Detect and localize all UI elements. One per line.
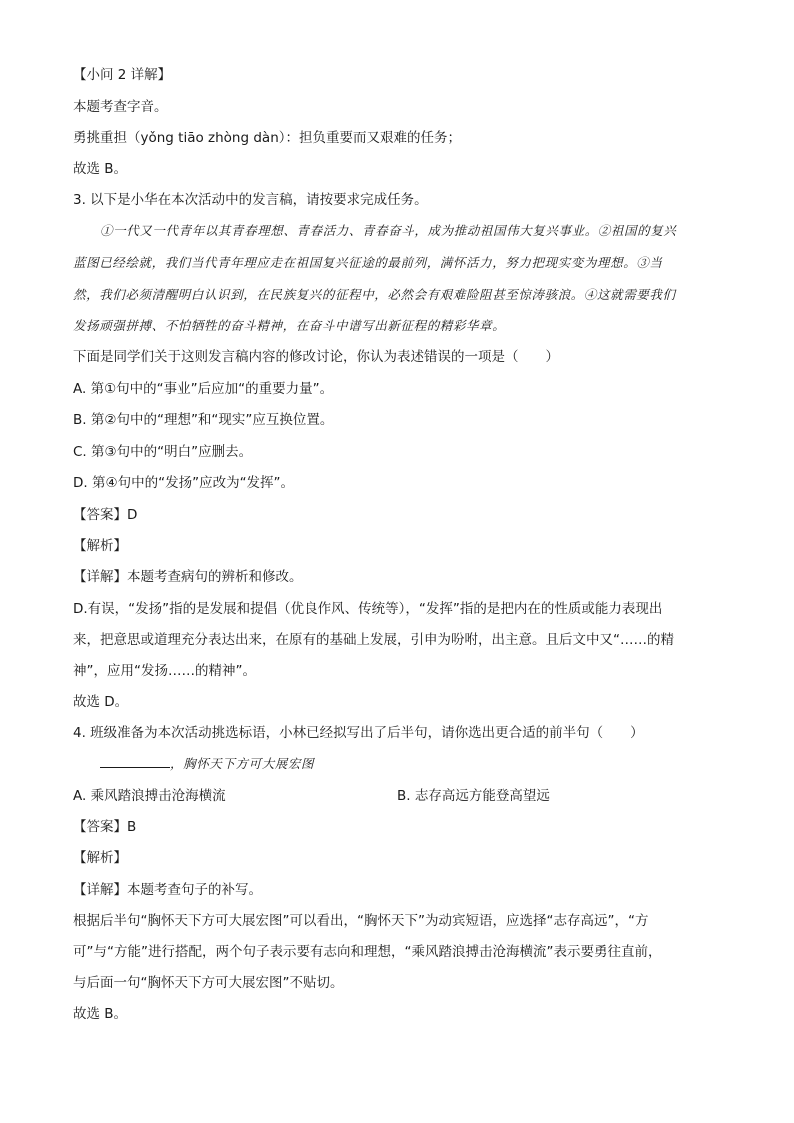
analysis-text: 本题考查字音。 [73, 99, 168, 115]
option-b: B. 志存高远方能登高望远 [397, 788, 550, 804]
analysis-text: 勇挑重担（yǒng tiāo zhòng dàn）：担负重要而又艰难的任务； [73, 130, 461, 146]
answer-choice: 故选 D。 [73, 694, 129, 710]
explanation-label: 【解析】 [73, 538, 127, 554]
answer-choice: 故选 B。 [73, 1006, 128, 1022]
speech-passage-line: 然，我们必须清醒明白认识到，在民族复兴的征程中，必然会有艰难险阻甚至惊涛骇浪。④这就需要我们 [73, 287, 676, 302]
detail-heading: 【详解】本题考查句子的补写。 [73, 882, 262, 898]
slogan-second-half: ，胸怀天下方可大展宏图 [170, 756, 315, 771]
explanation-label: 【解析】 [73, 850, 127, 866]
answer-blank [100, 755, 170, 768]
speech-passage-line: 蓝图已经绘就，我们当代青年理应走在祖国复兴征途的最前列，满怀活力，努力把现实变为理想。③当 [73, 255, 663, 270]
answer-choice: 故选 B。 [73, 161, 128, 177]
subquestion-2-heading: 【小问 2 详解】 [73, 67, 172, 83]
option-d: D. 第④句中的“发扬”应改为“发挥”。 [73, 475, 295, 491]
answer-label: 【答案】D [73, 507, 138, 523]
option-c: C. 第③句中的“明白”应删去。 [73, 444, 253, 460]
explanation-text: D.有误，“发扬”指的是发展和提倡（优良作风、传统等），“发挥”指的是把内在的性质或能力表现出 [73, 601, 663, 617]
question-3-prompt: 下面是同学们关于这则发言稿内容的修改讨论，你认为表述错误的一项是（ ） [73, 349, 559, 365]
slogan-fill-line [100, 755, 314, 773]
explanation-text: 神”，应用“发扬……的精神”。 [73, 663, 256, 679]
question-4-stem: 4. 班级准备为本次活动挑选标语，小林已经拟写出了后半句，请你选出更合适的前半句（ ） [73, 725, 644, 741]
question-3-stem: 3. 以下是小华在本次活动中的发言稿，请按要求完成任务。 [73, 192, 428, 208]
explanation-text: 根据后半句“胸怀天下方可大展宏图”可以看出，“胸怀天下”为动宾短语，应选择“志存高远”，“方 [73, 913, 649, 929]
option-a: A. 第①句中的“事业”后应加“的重要力量”。 [73, 381, 334, 397]
explanation-text: 来，把意思或道理充分表达出来，在原有的基础上发展，引申为吩咐，出主意。且后文中又“……的精 [73, 632, 674, 648]
explanation-text: 可”与“方能”进行搭配，两个句子表示要有志向和理想，“乘风踏浪搏击沧海横流”表示要勇往直前， [73, 944, 662, 960]
answer-label: 【答案】B [73, 819, 137, 835]
detail-heading: 【详解】本题考查病句的辨析和修改。 [73, 569, 303, 585]
explanation-text: 与后面一句“胸怀天下方可大展宏图”不贴切。 [73, 975, 344, 991]
option-a: A. 乘风踏浪搏击沧海横流 [73, 788, 226, 804]
speech-passage-line: ①一代又一代青年以其青春理想、青春活力、青春奋斗，成为推动祖国伟大复兴事业。②祖国的复兴 [100, 223, 677, 238]
speech-passage-line: 发扬顽强拼搏、不怕牺牲的奋斗精神，在奋斗中谱写出新征程的精彩华章。 [73, 318, 506, 333]
option-b: B. 第②句中的“理想”和“现实”应互换位置。 [73, 412, 334, 428]
